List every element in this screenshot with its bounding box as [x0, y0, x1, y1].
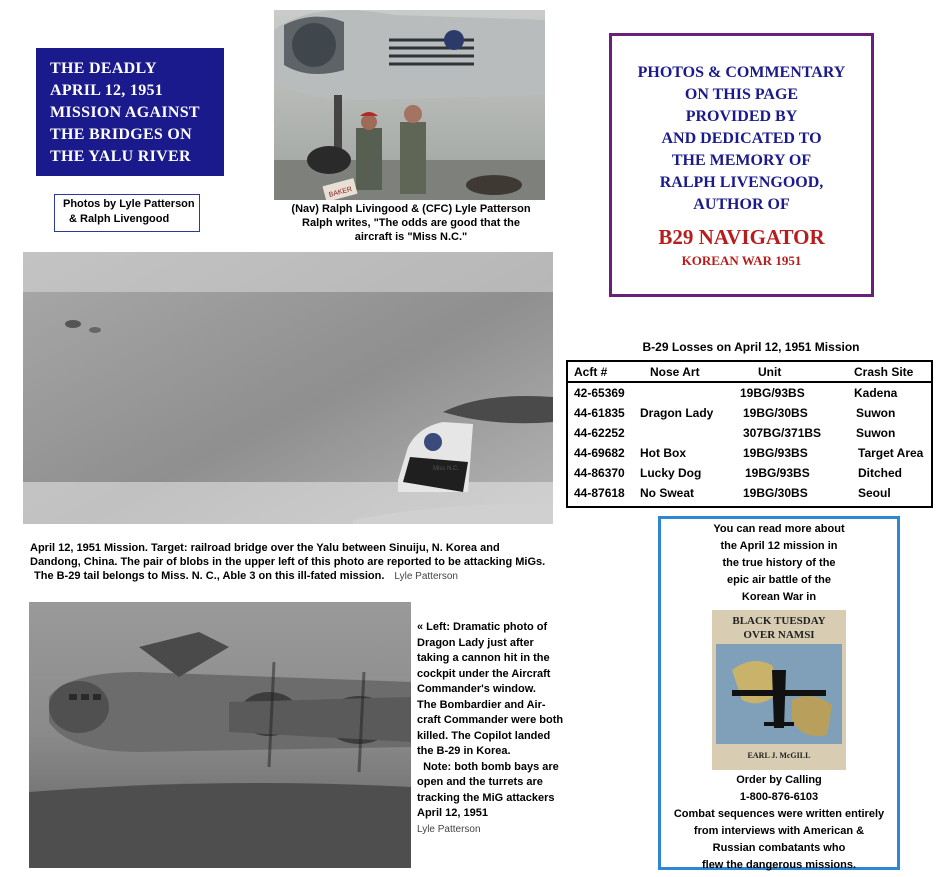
table-row: [568, 446, 931, 466]
book-title: B29 NAVIGATOR: [658, 225, 825, 249]
dragon-caption-line-11: open and the turrets are: [417, 776, 543, 788]
book-ad-intro-3: the true history of the: [722, 557, 836, 569]
book-subtitle: KOREAN WAR 1951: [681, 253, 802, 268]
photo-credit-box: [54, 194, 200, 232]
dedication-line-6: RALPH LIVENGOOD,: [659, 174, 824, 191]
dragon-caption-line-13: April 12, 1951: [417, 807, 488, 819]
dragon-caption-line-5: Commander's window.: [417, 683, 536, 695]
table-cell: Seoul: [858, 486, 891, 500]
title-line-4: THE BRIDGES ON: [50, 126, 193, 143]
mission-photo-caption: [30, 541, 560, 584]
table-cell: Suwon: [856, 426, 896, 440]
dragon-caption-credit: Lyle Patterson: [417, 823, 481, 835]
book-cover-author: EARL J. McGILL: [747, 751, 811, 760]
table-header-row: [568, 365, 931, 383]
book-ad-intro-4: epic air battle of the: [727, 574, 831, 586]
dedication-box: [609, 33, 874, 297]
table-row: [568, 466, 931, 486]
book-cover-title-2: OVER NAMSI: [743, 629, 815, 641]
table-cell: 19BG/93BS: [743, 446, 808, 460]
dragon-caption-line-1: « Left: Dramatic photo of: [417, 621, 548, 633]
table-cell: Ditched: [858, 466, 903, 480]
table-cell: 44-86370: [574, 466, 625, 480]
book-ad-intro-1: You can read more about: [713, 523, 845, 535]
dragon-lady-caption: [417, 620, 577, 837]
dragon-caption-line-7: craft Commander were both: [417, 714, 564, 726]
table-cell: 19BG/30BS: [743, 486, 808, 500]
dedication-line-2: ON THIS PAGE: [684, 86, 799, 103]
dragon-caption-line-12: tracking the MiG attackers: [417, 791, 555, 804]
dedication-line-5: THE MEMORY OF: [671, 152, 812, 169]
table-cell: 42-65369: [574, 386, 625, 400]
book-cover-image[interactable]: [712, 610, 846, 770]
table-row: [568, 406, 931, 426]
crew-caption-line-2: Ralph writes, "The odds are good that the: [302, 217, 520, 229]
dedication-line-1: PHOTOS & COMMENTARY: [637, 64, 846, 81]
table-cell: Kadena: [854, 386, 898, 400]
dragon-lady-photo: [29, 602, 411, 868]
title-line-5: THE YALU RIVER: [50, 148, 191, 165]
book-ad-outro-3: Russian combatants who: [712, 842, 846, 854]
losses-table: [566, 360, 933, 508]
dragon-caption-line-10: Note: both bomb bays are: [417, 760, 559, 773]
dragon-caption-line-4: cockpit under the Aircraft: [417, 667, 551, 680]
book-ad-outro-2: from interviews with American &: [693, 825, 865, 837]
table-header-cell: Crash Site: [854, 365, 914, 379]
table-cell: 19BG/93BS: [745, 466, 810, 480]
book-ad-outro-1: Combat sequences were written entirely: [673, 808, 885, 820]
table-header-cell: Unit: [758, 365, 782, 379]
dragon-caption-line-6: The Bombardier and Air-: [417, 698, 546, 711]
crew-photo-caption: [280, 202, 542, 244]
book-ad-box: [658, 516, 900, 870]
tail-text: Miss N.C.: [433, 466, 459, 472]
book-ad-intro-5: Korean War in: [741, 591, 817, 603]
table-cell: No Sweat: [640, 486, 695, 500]
photo-credit-line-2: & Ralph Livengood: [69, 213, 170, 225]
baker-sign-text: BAKER: [328, 185, 353, 199]
dedication-line-7: AUTHOR OF: [693, 196, 790, 213]
title-line-1: THE DEADLY: [50, 60, 157, 77]
dragon-caption-line-8: killed. The Copilot landed: [417, 729, 551, 742]
book-ad-intro-2: the April 12 mission in: [720, 540, 838, 552]
table-cell: 44-69682: [574, 446, 625, 460]
order-phone[interactable]: 1-800-876-6103: [739, 791, 819, 803]
table-cell: 44-87618: [574, 486, 625, 500]
table-cell: 19BG/30BS: [743, 406, 808, 420]
title-line-2: APRIL 12, 1951: [50, 82, 164, 99]
losses-table-title: B-29 Losses on April 12, 1951 Mission: [642, 340, 860, 354]
table-cell: Suwon: [856, 406, 896, 420]
page-title-box: [36, 48, 224, 176]
dragon-caption-line-2: Dragon Lady just after: [417, 636, 534, 649]
crew-caption-line-3: aircraft is "Miss N.C.": [354, 231, 468, 243]
table-cell: 44-62252: [574, 426, 625, 440]
dragon-caption-line-9: the B-29 in Korea.: [417, 745, 511, 757]
table-header-cell: Nose Art: [650, 365, 700, 379]
dedication-line-4: AND DEDICATED TO: [661, 130, 822, 147]
table-cell: Lucky Dog: [640, 466, 702, 480]
table-header-cell: Acft #: [574, 365, 608, 379]
mission-caption-credit: Lyle Patterson: [394, 571, 458, 582]
mission-caption-line-2: Dandong, China. The pair of blobs in the upper left of this photo are reported to be attacking MiGs.: [30, 556, 546, 568]
table-cell: 44-61835: [574, 406, 625, 420]
table-row: [568, 486, 931, 506]
mission-photo: [23, 252, 553, 524]
order-label: Order by Calling: [736, 774, 822, 786]
crew-photo: [274, 10, 545, 200]
table-row: [568, 426, 931, 446]
dedication-line-3: PROVIDED BY: [685, 108, 798, 125]
book-cover-title-1: BLACK TUESDAY: [732, 615, 826, 627]
table-row: [568, 386, 931, 406]
photo-credit-line-1: Photos by Lyle Patterson: [63, 198, 195, 210]
title-line-3: MISSION AGAINST: [50, 104, 200, 121]
table-cell: 307BG/371BS: [743, 426, 822, 440]
dragon-caption-line-3: taking a cannon hit in the: [417, 652, 550, 664]
table-cell: Hot Box: [640, 446, 686, 460]
mission-caption-line-3: The B-29 tail belongs to Miss. N. C., Able 3 on this ill-fated mission.: [34, 570, 385, 582]
book-ad-outro-4: flew the dangerous missions.: [701, 859, 857, 871]
table-cell: Dragon Lady: [640, 406, 714, 420]
crew-caption-line-1: (Nav) Ralph Livingood & (CFC) Lyle Patterson: [291, 203, 531, 215]
table-cell: 19BG/93BS: [740, 386, 805, 400]
table-cell: Target Area: [858, 446, 924, 460]
mission-caption-line-1: April 12, 1951 Mission. Target: railroad bridge over the Yalu between Sinuiju, N. Korea and: [30, 542, 500, 554]
